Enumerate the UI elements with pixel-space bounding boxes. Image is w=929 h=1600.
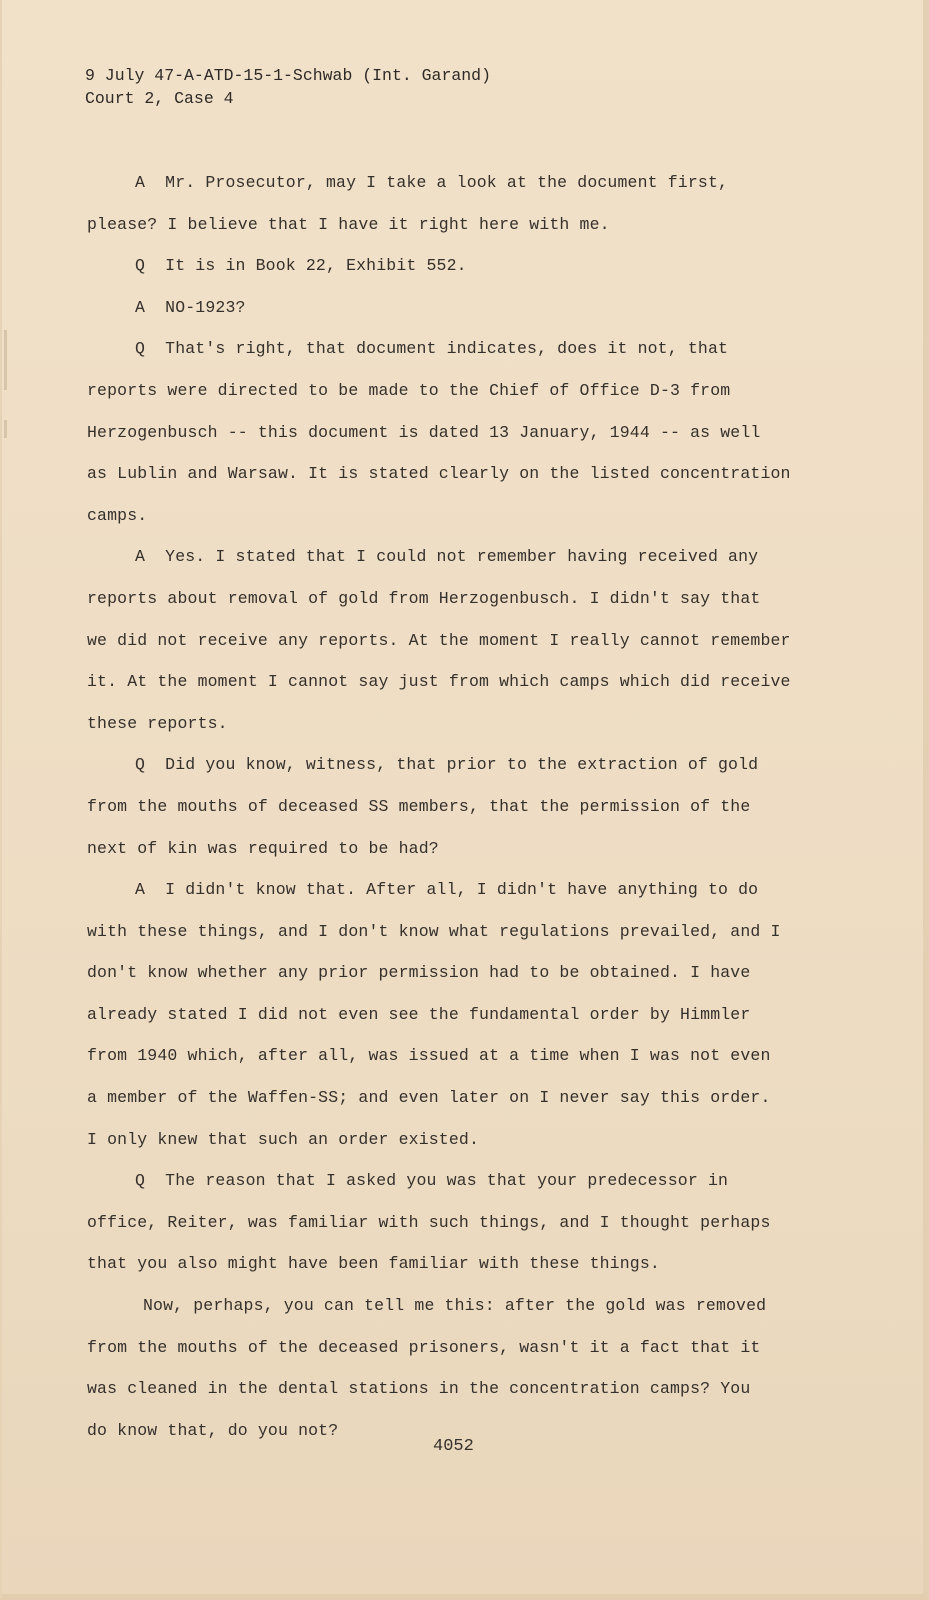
transcript-line: A Mr. Prosecutor, may I take a look at the document first, (135, 173, 729, 192)
page-number: 4052 (433, 1437, 474, 1456)
transcript-line: Q That's right, that document indicates, does it not, that (135, 339, 729, 359)
transcript-line: it. At the moment I cannot say just from which camps which did receive (87, 672, 791, 692)
transcript-line: please? I believe that I have it right here with me. (87, 214, 610, 234)
transcript-line: with these things, and I don't know what regulations prevailed, and I (87, 921, 781, 941)
transcript-line: Now, perhaps, you can tell me this: after the gold was removed (143, 1296, 767, 1316)
transcript-line: do know that, do you not? (87, 1420, 339, 1440)
transcript-line: office, Reiter, was familiar with such things, and I thought perhaps (87, 1212, 771, 1232)
transcript-line: next of kin was required to be had? (87, 838, 439, 858)
transcript-line: Herzogenbusch -- this document is dated 13 January, 1944 -- as well (87, 422, 761, 442)
transcript-line: from the mouths of deceased SS members, that the permission of the (87, 796, 751, 816)
transcript-line: I only knew that such an order existed. (87, 1129, 480, 1149)
paper-edge-wear (4, 330, 7, 390)
transcript-line: a member of the Waffen-SS; and even later on I never say this order. (87, 1088, 771, 1108)
transcript-line: A Yes. I stated that I could not remember having received any (135, 547, 759, 567)
transcript-line: already stated I did not even see the fundamental order by Himmler (87, 1004, 751, 1024)
transcript-line: Q Did you know, witness, that prior to the extraction of gold (135, 755, 759, 775)
document-header (85, 64, 491, 110)
transcript-line: as Lublin and Warsaw. It is stated clearly on the listed concentration (87, 464, 791, 484)
transcript-line: Q The reason that I asked you was that your predecessor in (135, 1171, 729, 1191)
transcript-line: A NO-1923? (135, 297, 246, 317)
transcript-line: was cleaned in the dental stations in the concentration camps? You (87, 1379, 751, 1399)
transcript-line: that you also might have been familiar with these things. (87, 1254, 660, 1274)
transcript-line: A I didn't know that. After all, I didn't have anything to do (135, 880, 759, 900)
transcript-line: don't know whether any prior permission had to be obtained. I have (87, 963, 751, 983)
transcript-line: from 1940 which, after all, was issued at a time when I was not even (87, 1046, 771, 1066)
transcript-line: reports about removal of gold from Herzogenbusch. I didn't say that (87, 588, 761, 608)
header-line-2: Court 2, Case 4 (85, 89, 234, 108)
transcript-line: we did not receive any reports. At the moment I really cannot remember (87, 630, 791, 650)
transcript-line: from the mouths of the deceased prisoners, wasn't it a fact that it (87, 1337, 761, 1357)
transcript-body (87, 162, 822, 1451)
transcript-line: these reports. (87, 713, 228, 733)
paper-edge-wear (4, 420, 7, 438)
transcript-line: camps. (87, 505, 148, 525)
header-line-1: 9 July 47-A-ATD-15-1-Schwab (Int. Garand) (85, 66, 491, 85)
transcript-line: reports were directed to be made to the Chief of Office D-3 from (87, 380, 731, 400)
transcript-line: Q It is in Book 22, Exhibit 552. (135, 256, 467, 276)
